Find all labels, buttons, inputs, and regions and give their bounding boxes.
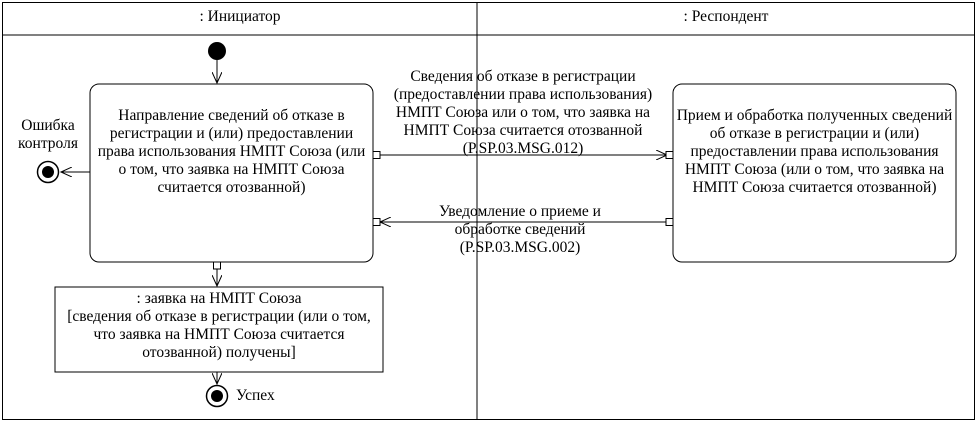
- flow-msg-002-text: Уведомление о приеме и обработке сведений: [439, 203, 601, 238]
- initial-node: [208, 42, 226, 60]
- pin-send-in: [373, 219, 380, 226]
- final-node-error-label: Ошибка контроля: [18, 117, 78, 152]
- final-node-error-inner: [42, 166, 54, 178]
- flow-msg-002-label: [410, 203, 630, 257]
- flow-msg-002-code: (P.SP.03.MSG.002): [459, 239, 581, 256]
- flow-msg-012-text: Сведения об отказе в регистрации (предоставлении права использования) НМПТ Союза или о том, что заявка на НМПТ Союза считается отозванной: [393, 68, 653, 139]
- action-receive-label: Прием и обработка полученных сведений об отказе в регистрации и (или) предоставлении права использования НМПТ Союза (или о том, что заявка на НМПТ Союза считается отозванной): [676, 107, 953, 196]
- pin-receive-out: [666, 219, 673, 226]
- action-send-label: Направление сведений об отказе в регистрации и (или) предоставлении права использования НМПТ Союза (или о том, что заявка на НМПТ Союза считается отозванной): [97, 107, 366, 196]
- pin-receive-in: [666, 152, 673, 159]
- lane-title-initiator: : Инициатор: [199, 8, 281, 25]
- object-node-name: : заявка на НМПТ Союза: [136, 290, 302, 307]
- object-node-label: [57, 290, 381, 362]
- final-node-success-inner: [211, 390, 223, 402]
- flow-msg-012-code: (P.SP.03.MSG.012): [462, 140, 584, 157]
- pin-send-out: [373, 152, 380, 159]
- object-node-state: [сведения об отказе в регистрации (или о том, что заявка на НМПТ Союза считается отозванной) получены]: [67, 308, 371, 361]
- pin-send-bottom: [214, 262, 221, 269]
- flow-msg-012-label: [382, 68, 664, 158]
- lane-title-respondent: : Респондент: [683, 8, 769, 25]
- final-node-success-label: Успех: [236, 387, 275, 404]
